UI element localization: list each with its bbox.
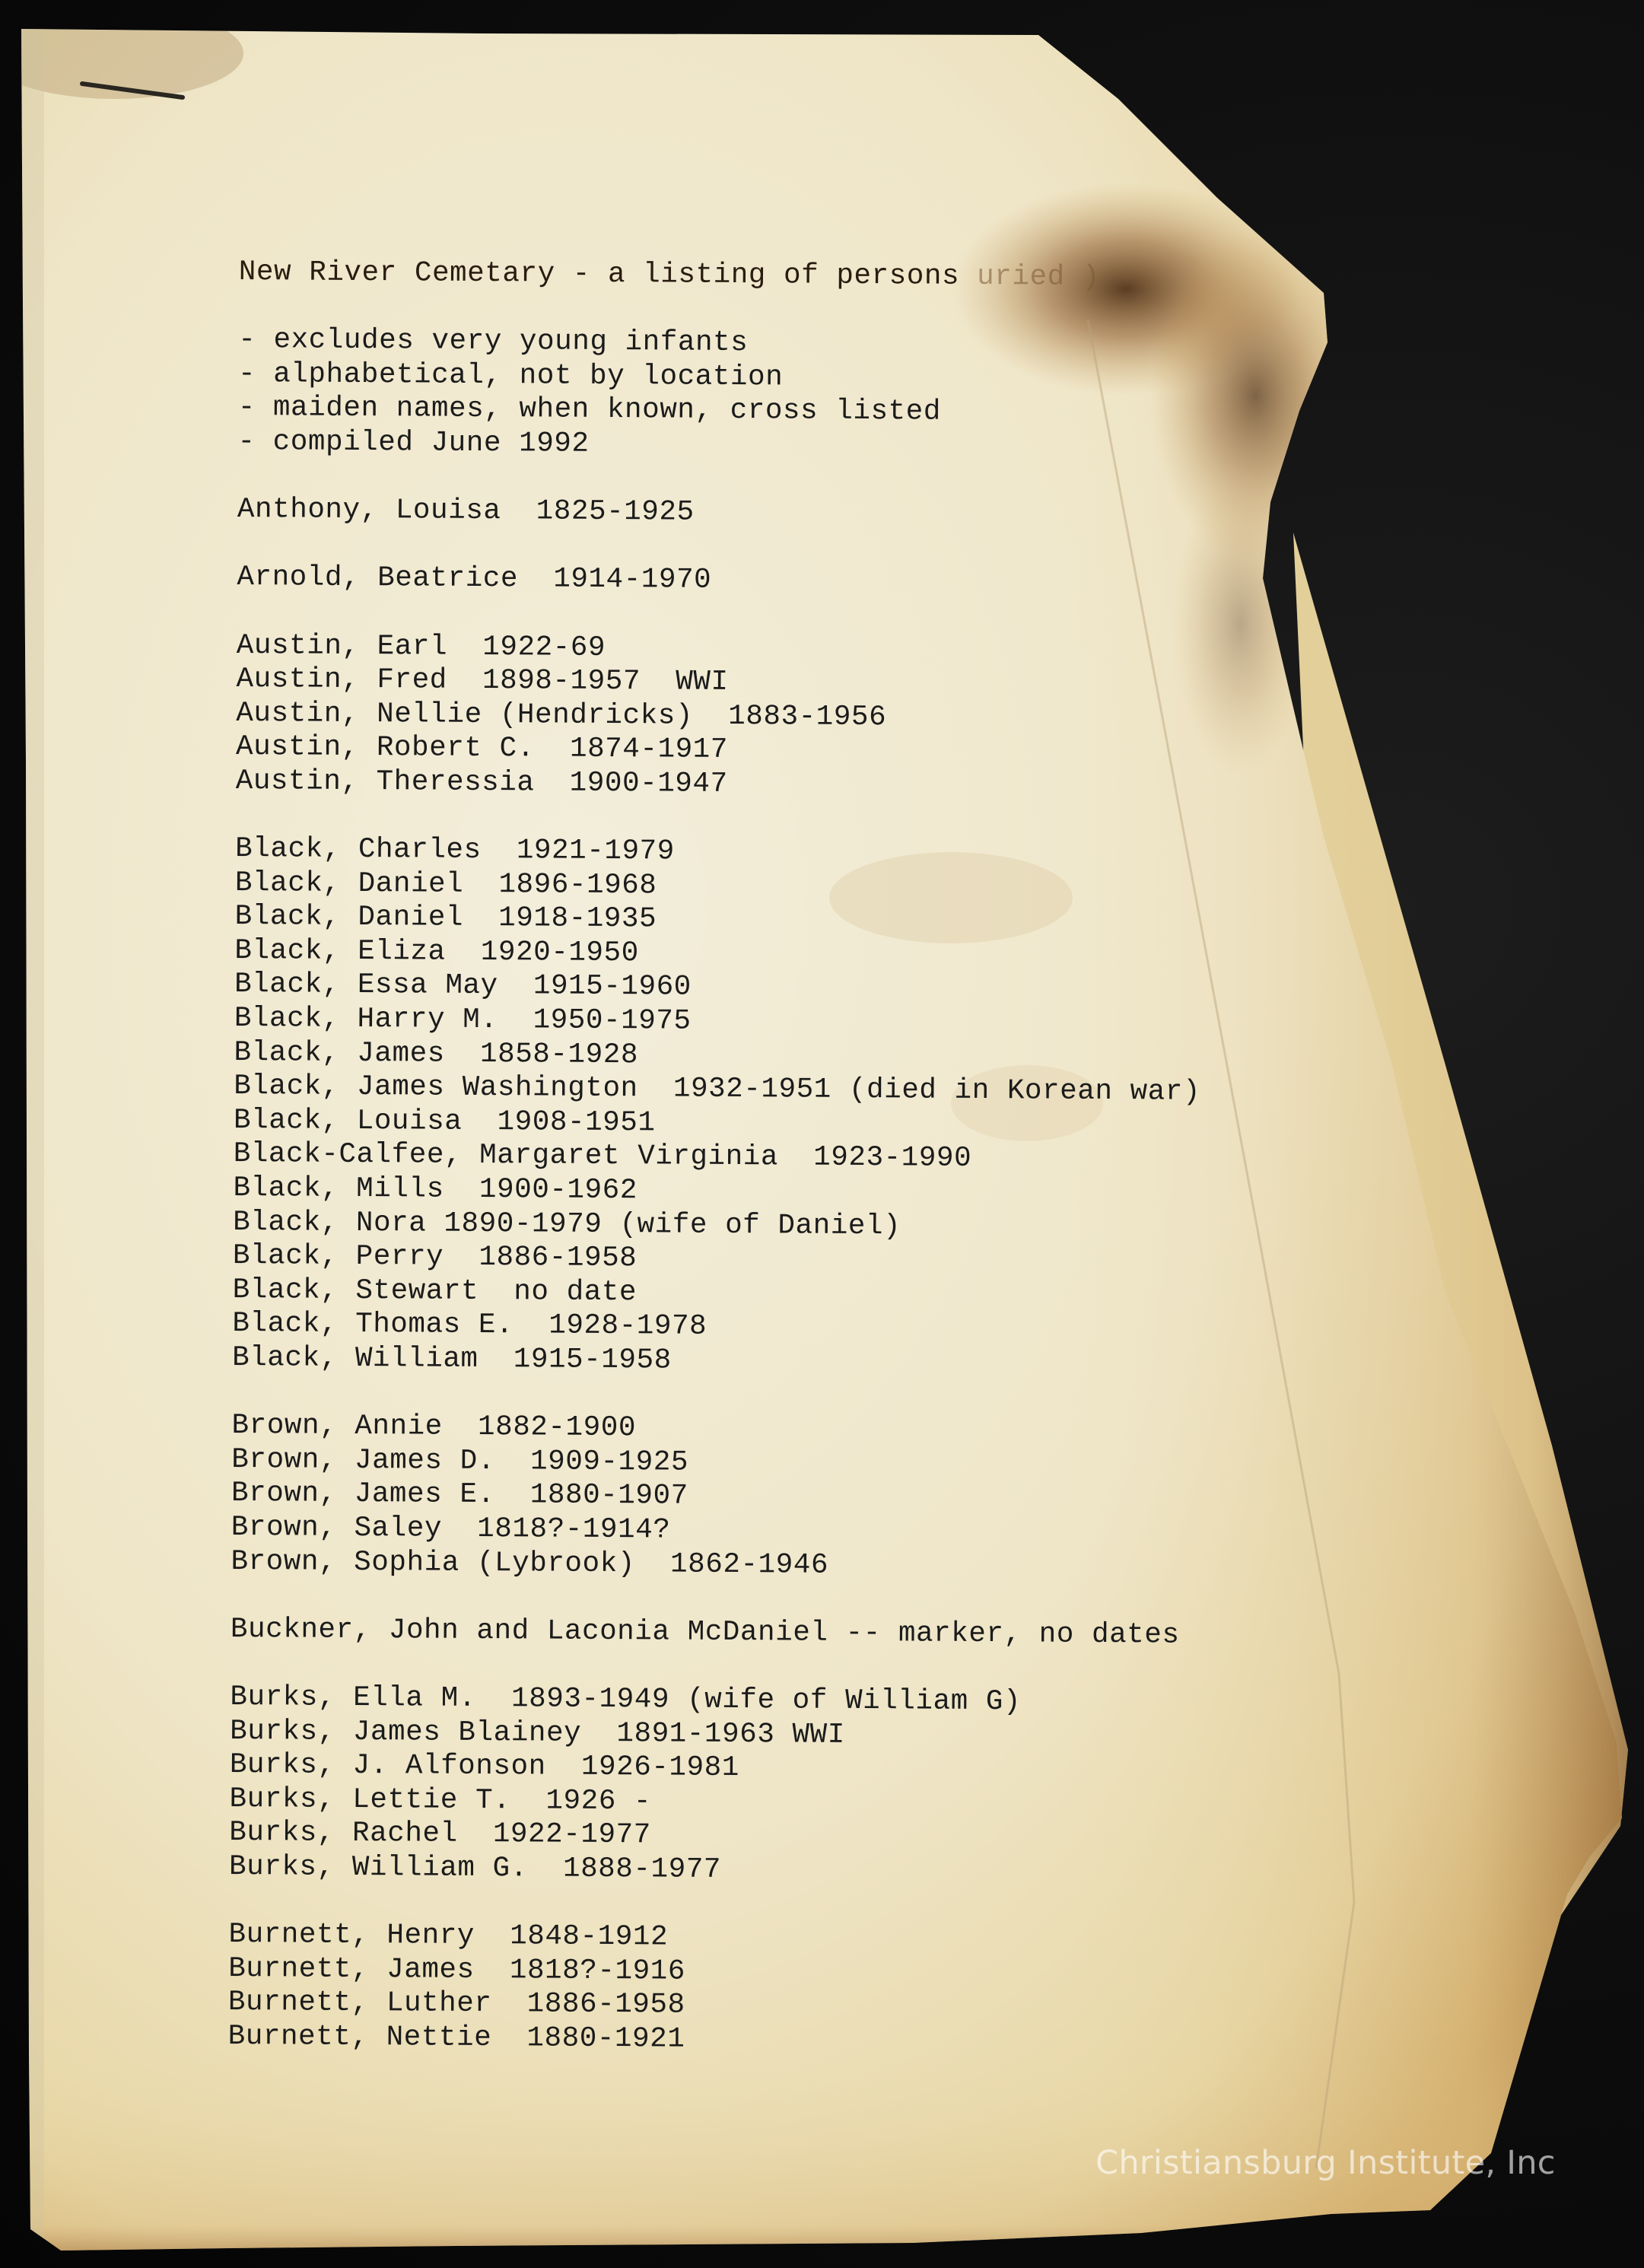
surname-group	[231, 1409, 1357, 1586]
burial-entry: Burks, Lettie T. 1926 -	[229, 1783, 652, 1818]
burial-entry: Brown, James D. 1909-1925	[231, 1443, 689, 1479]
burial-entry: Burnett, Henry 1848-1912	[228, 1919, 669, 1954]
burial-entry: Black, Nora 1890-1979 (wife of Daniel)	[233, 1206, 901, 1242]
note-line: - excludes very young infants	[238, 324, 749, 360]
burial-entry: Buckner, John and Laconia McDaniel -- marker, no dates	[230, 1613, 1180, 1652]
surname-group	[229, 1681, 1356, 1891]
surname-group	[237, 493, 1363, 534]
burial-entry: Black, William 1915-1958	[232, 1341, 672, 1377]
burial-entry: Burks, James Blainey 1891-1963 WWI	[230, 1715, 845, 1751]
note-line: - compiled June 1992	[237, 425, 590, 460]
burial-entry: Austin, Robert C. 1874-1917	[235, 731, 729, 767]
burial-entry: Anthony, Louisa 1825-1925	[237, 494, 695, 529]
burial-entry: Austin, Nellie (Hendricks) 1883-1956	[236, 697, 887, 733]
burial-entry: Burks, Ella M. 1893-1949 (wife of William G)	[230, 1681, 1022, 1719]
surname-group	[231, 1613, 1356, 1654]
typed-document	[228, 256, 1365, 2060]
notes-list	[237, 323, 1364, 466]
surname-group	[228, 1918, 1355, 2060]
burial-entry: Black, Mills 1900-1962	[233, 1172, 638, 1207]
burial-entry: Black, Stewart no date	[232, 1274, 638, 1309]
burial-entry: Black, Eliza 1920-1950	[234, 934, 639, 970]
burial-entry: Brown, James E. 1880-1907	[231, 1478, 688, 1513]
burial-entry: Black, Thomas E. 1928-1978	[232, 1308, 708, 1344]
burial-entry: Black, Essa May 1915-1960	[234, 969, 692, 1004]
burial-entry: Black, James 1858-1928	[234, 1036, 639, 1071]
burial-entry: Black, Perry 1886-1958	[232, 1240, 638, 1275]
burial-entry: Burks, Rachel 1922-1977	[229, 1817, 651, 1852]
burial-entry: Burnett, Luther 1886-1958	[227, 1986, 685, 2021]
burial-entry: Brown, Sophia (Lybrook) 1862-1946	[231, 1545, 829, 1582]
burial-entry: Austin, Fred 1898-1957 WWI	[236, 663, 729, 699]
watermark: Christiansburg Institute, Inc	[1095, 2144, 1556, 2182]
burial-entry: Austin, Earl 1922-69	[236, 629, 606, 664]
burial-entry: Black, Daniel 1896-1968	[234, 867, 657, 902]
document-title-faded: uried )	[977, 260, 1101, 294]
surname-group	[237, 561, 1363, 602]
burial-entry: Burnett, Nettie 1880-1921	[227, 2020, 685, 2056]
burial-entry: Arnold, Beatrice 1914-1970	[237, 561, 712, 597]
document-title-text: New River Cemetary - a listing of persons	[238, 256, 978, 293]
burial-entry: Black-Calfee, Margaret Virginia 1923-1990	[233, 1138, 972, 1175]
surname-group	[236, 629, 1363, 806]
burial-entry: Black, James Washington 1932-1951 (died in Korean war)	[234, 1070, 1201, 1109]
burial-entry: Austin, Theressia 1900-1947	[235, 765, 728, 800]
burial-entry: Burks, William G. 1888-1977	[228, 1850, 722, 1886]
burial-entry: Burks, J. Alfonson 1926-1981	[229, 1749, 740, 1785]
burial-listing	[228, 493, 1364, 2060]
burial-entry: Black, Louisa 1908-1951	[233, 1104, 656, 1140]
burial-entry: Brown, Annie 1882-1900	[231, 1410, 637, 1445]
note-line: - alphabetical, not by location	[237, 358, 784, 394]
document-title	[239, 256, 1365, 297]
burial-entry: Black, Charles 1921-1979	[235, 833, 675, 868]
surname-group	[232, 832, 1361, 1382]
burial-entry: Black, Daniel 1918-1935	[234, 901, 657, 936]
note-line: - maiden names, when known, cross listed	[237, 392, 942, 429]
burial-entry: Black, Harry M. 1950-1975	[234, 1003, 692, 1038]
burial-entry: Burnett, James 1818?-1916	[228, 1952, 686, 1988]
burial-entry: Brown, Saley 1818?-1914?	[231, 1511, 671, 1547]
